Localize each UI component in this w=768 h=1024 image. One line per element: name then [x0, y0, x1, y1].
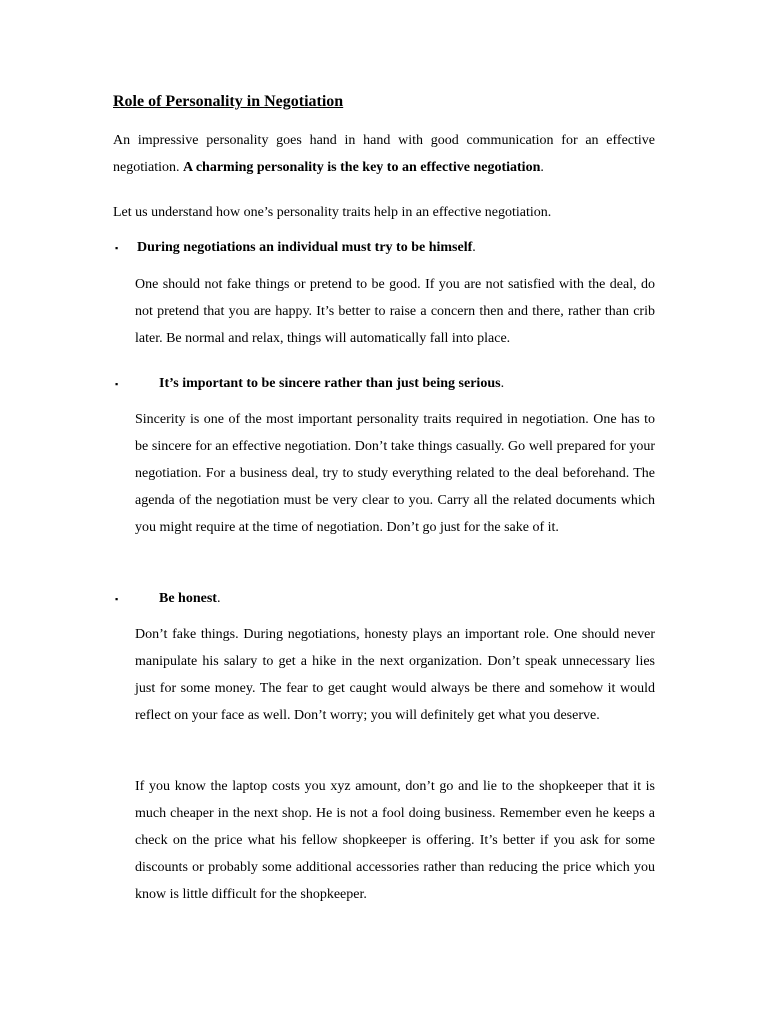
lead-paragraph: Let us understand how one’s personality traits help in an effective negotiation. [113, 205, 552, 220]
section-heading-1-period: . [472, 240, 476, 255]
section-heading-2-period: . [500, 376, 505, 391]
page-title: Role of Personality in Negotiation [113, 93, 344, 110]
section-1-paragraph: One should not fake things or pretend to be good. If you are not satisfied with the deal, do not pretend that you are happy. It’s better to raise a concern then and there, rather than crib later. Be normal and relax, things will automatically fall into place. [135, 277, 655, 346]
section-heading-3-text: Be honest [159, 591, 217, 606]
section-3-paragraph-2: If you know the laptop costs you xyz amount, don’t go and lie to the shopkeeper that it is much cheaper in the next shop. He is not a fool doing business. Remember even he keeps a check on the price what his fellow shopkeeper is offering. It’s better if you ask for some discounts or probably some additional accessories rather than reducing the price which you know is little difficult for the shopkeeper. [135, 779, 655, 902]
section-heading-2 [159, 374, 504, 394]
section-heading-1-text: During negotiations an individual must try to be himself [137, 240, 473, 255]
section-heading-1 [137, 238, 476, 258]
bullet-square-icon: ▪ [115, 379, 119, 389]
section-heading-2-text: It’s important to be sincere rather than just being serious [159, 376, 501, 391]
intro-text: An impressive personality goes hand in hand with good communication for an effective negotiation. [113, 133, 655, 175]
section-3-paragraph-1: Don’t fake things. During negotiations, honesty plays an important role. One should never manipulate his salary to get a hike in the next organization. Don’t speak unnecessary lies just for some money. The fear to get caught would always be there and somehow it would reflect on your face as well. Don’t worry; you will definitely get what you deserve. [135, 627, 655, 723]
section-2-paragraph: Sincerity is one of the most important personality traits required in negotiation. One has to be sincere for an effective negotiation. Don’t take things casually. Go well prepared for your negotiation. For a business deal, try to study everything related to the deal beforehand. The agenda of the negotiation must be very clear to you. Carry all the related documents which you might require at the time of negotiation. Don’t go just for the sake of it. [135, 412, 655, 535]
section-heading-3 [159, 589, 220, 609]
bullet-square-icon: ▪ [115, 594, 119, 604]
intro-paragraph [113, 127, 655, 181]
intro-emphasis: A charming personality is the key to an effective negotiation [183, 160, 541, 175]
bullet-square-icon: ▪ [115, 243, 119, 253]
section-heading-3-period: . [216, 591, 221, 606]
intro-period: . [540, 160, 544, 175]
